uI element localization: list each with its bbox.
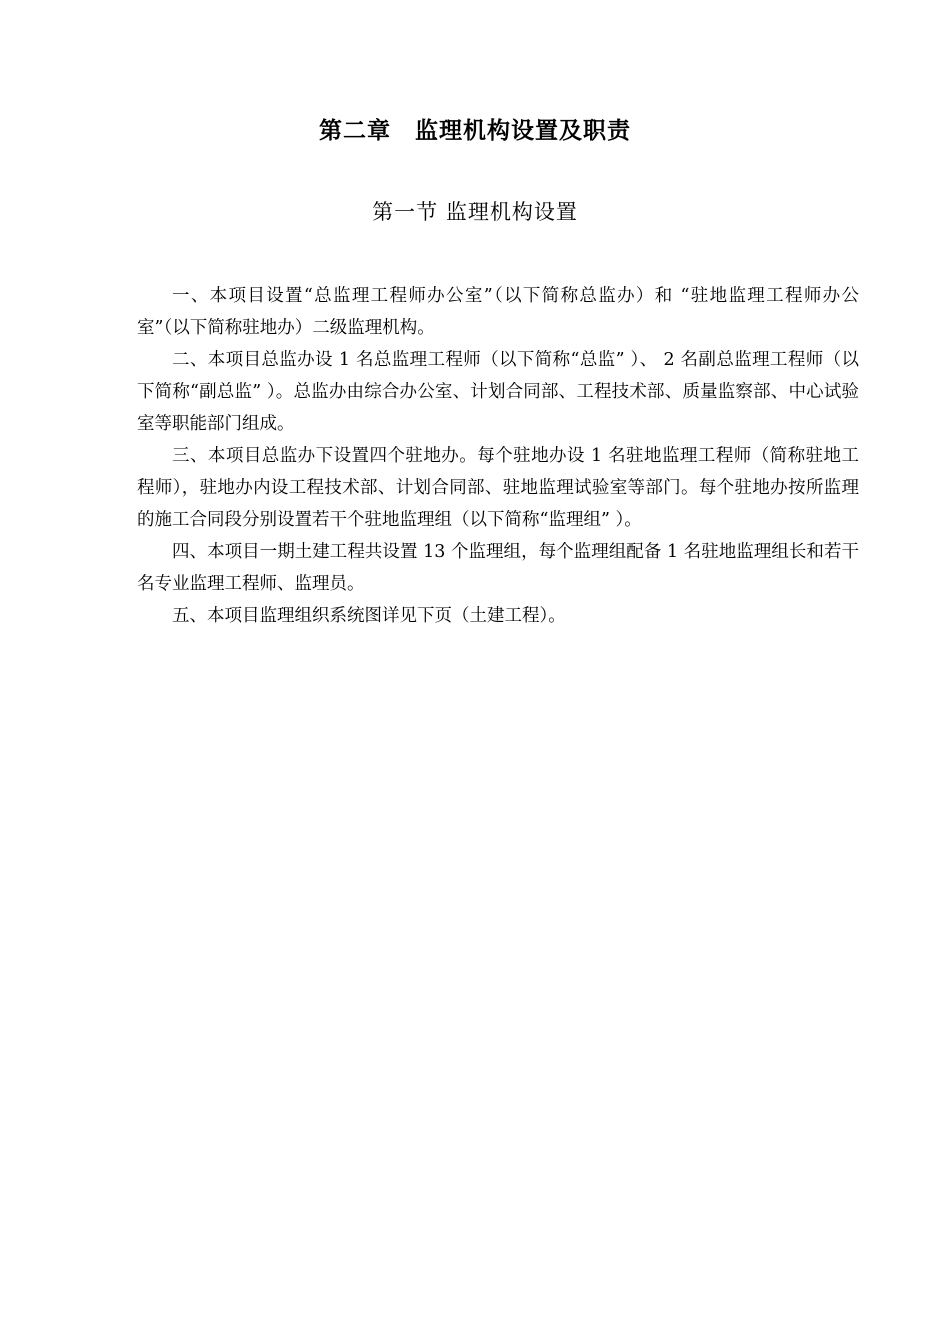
- paragraph-5: 五、本项目监理组织系统图详见下页（土建工程）。: [172, 606, 566, 626]
- paragraph-4: 四、本项目一期土建工程共设置 13 个监理组，每个监理组配备 1 名驻地监理组长和若干名专业监理工程师、监理员。: [137, 542, 859, 594]
- section-title: 第一节 监理机构设置: [372, 200, 578, 224]
- paragraph-1: 一、本项目设置“总监理工程师办公室”（以下简称总监办）和 “驻地监理工程师办公室”（以下简称驻地办）二级监理机构。: [137, 286, 859, 338]
- paragraph-3: 三、本项目总监办下设置四个驻地办。每个驻地办设 1 名驻地监理工程师（简称驻地工程师），驻地办内设工程技术部、计划合同部、驻地监理试验室等部门。每个驻地办按所监理的施工合同段分别设置若干个驻地监理组（以下简称“监理组” ）。: [137, 446, 859, 530]
- chapter-title: 第二章 监理机构设置及职责: [319, 117, 631, 144]
- body-text: [137, 280, 859, 632]
- paragraph-2: 二、本项目总监办设 1 名总监理工程师（以下简称“总监” ）、 2 名副总监理工程师（以下简称“副总监” ）。总监办由综合办公室、计划合同部、工程技术部、质量监察部、中心试验室等职能部门组成。: [137, 350, 859, 434]
